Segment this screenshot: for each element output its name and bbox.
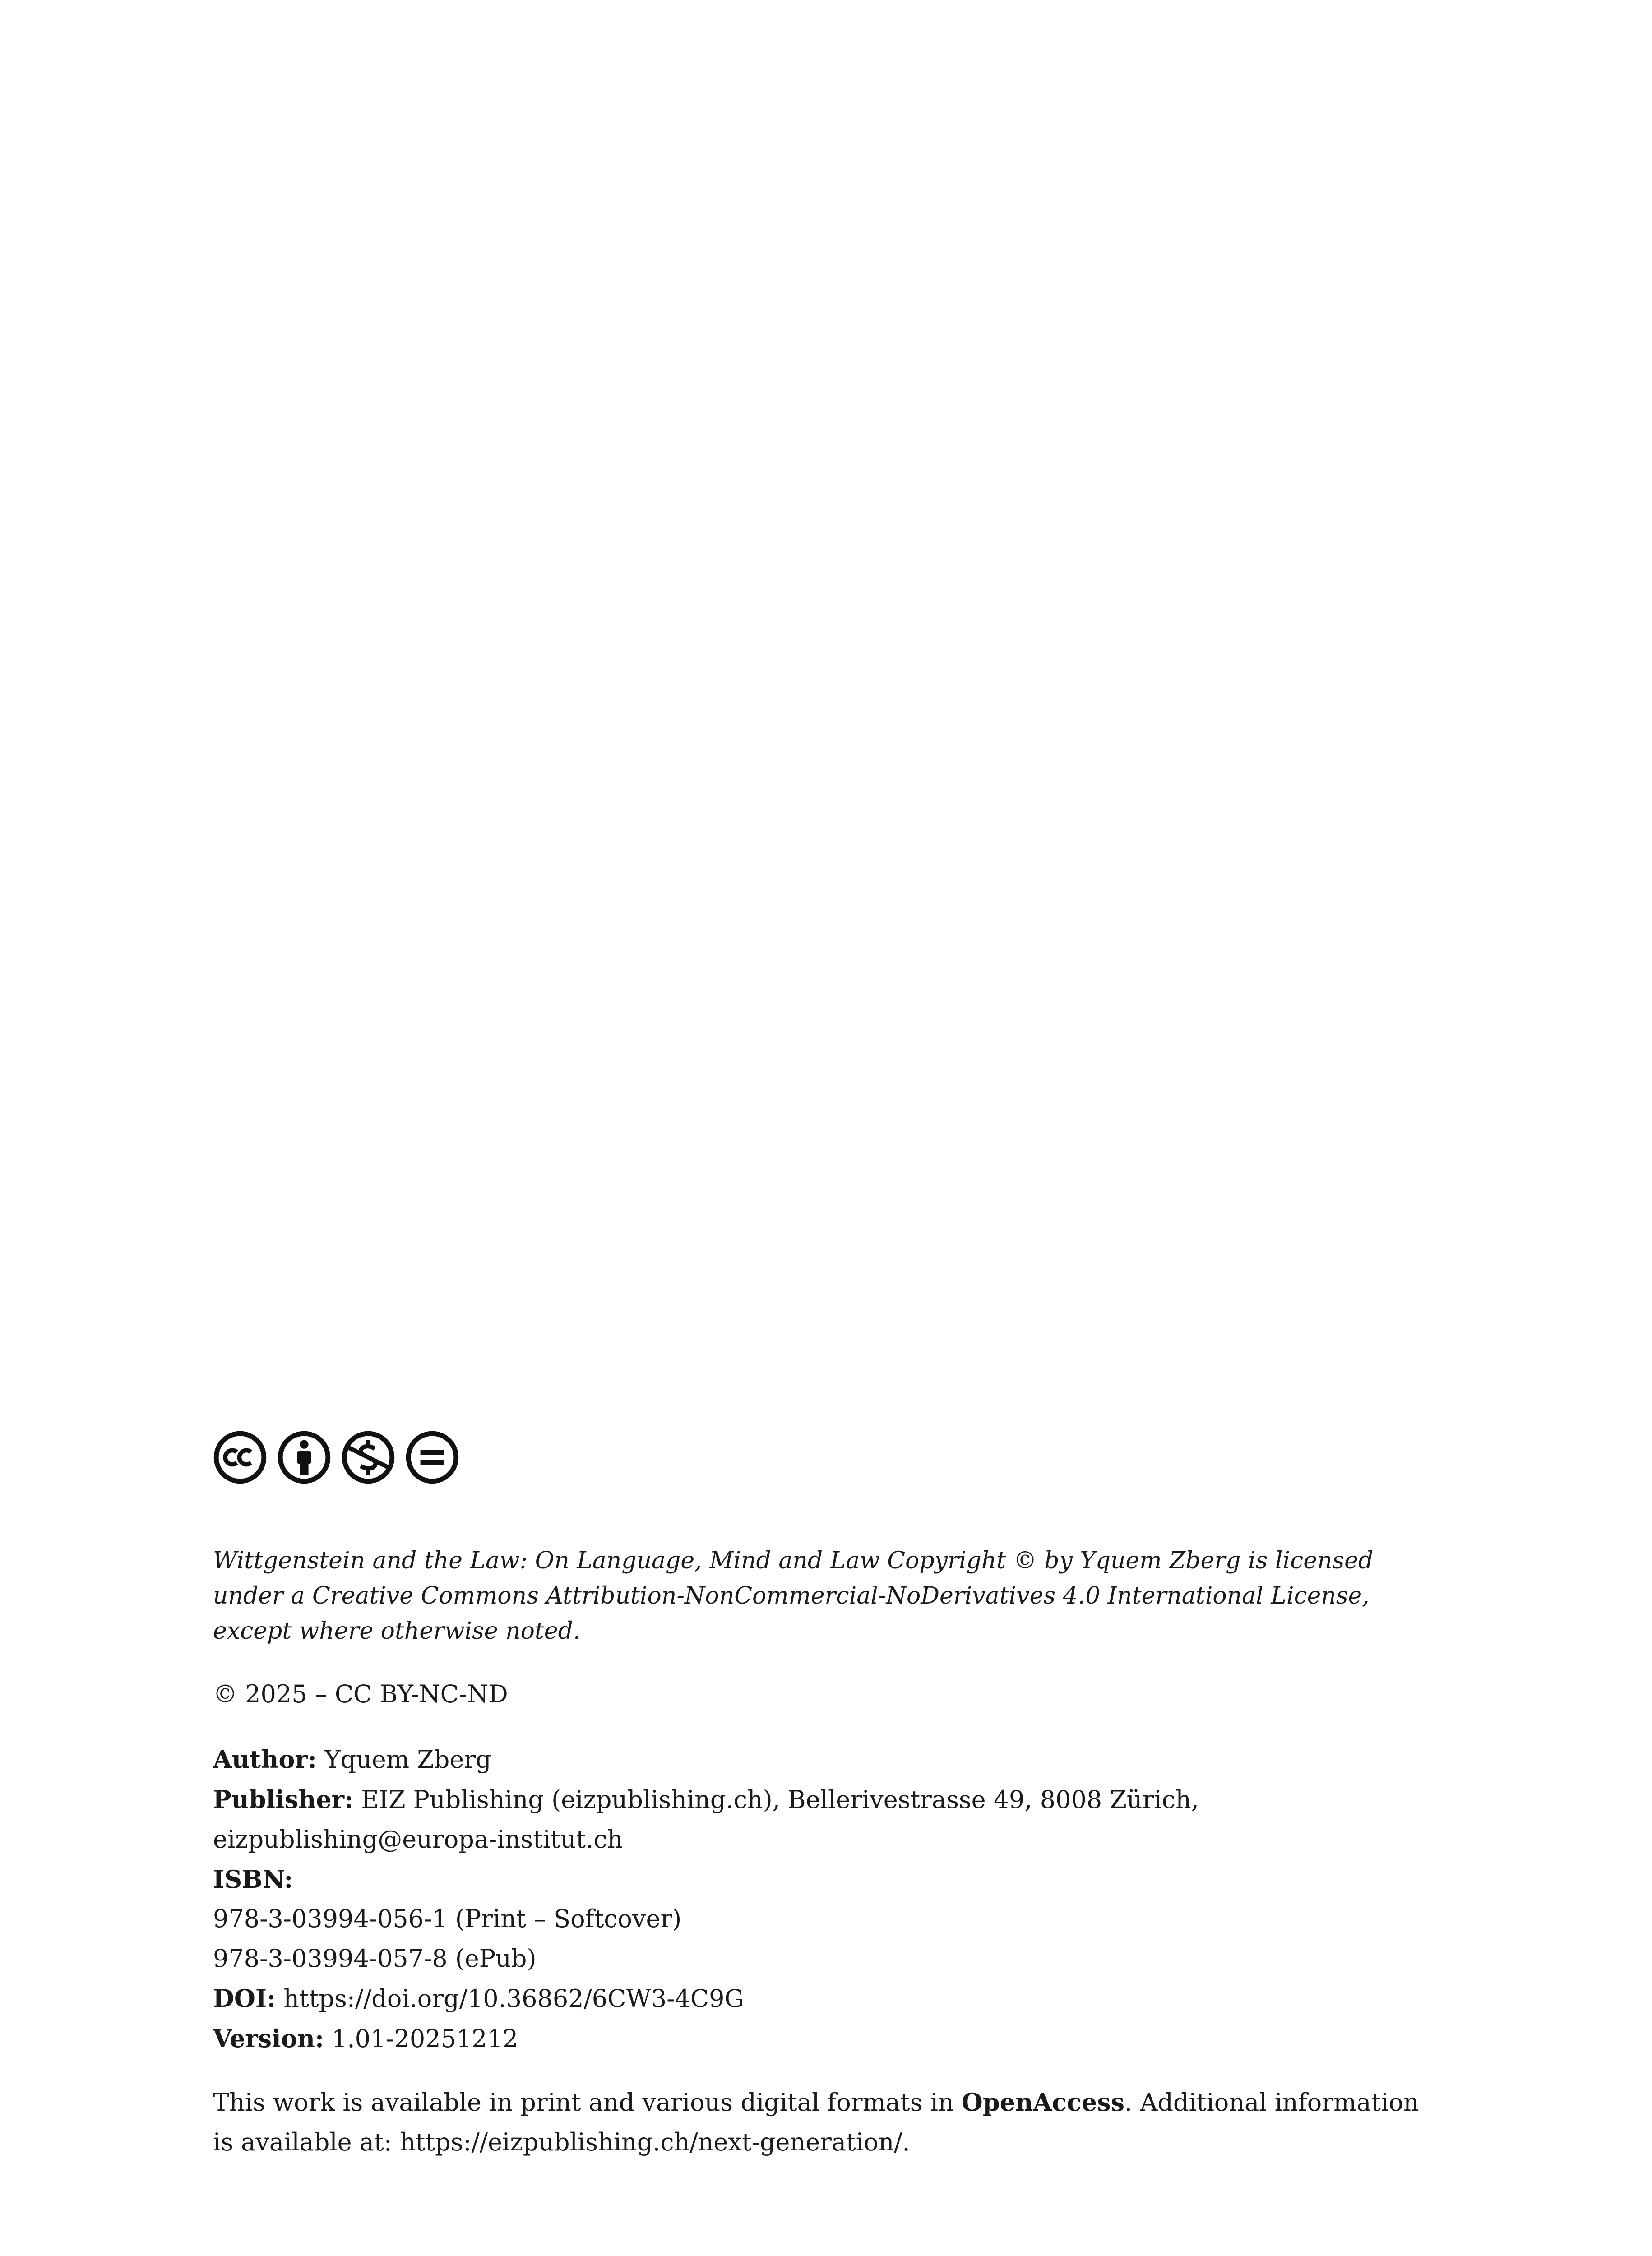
publisher-row	[213, 1780, 1440, 1820]
license-statement	[213, 1543, 1440, 1649]
version-value: 1.01-20251212	[332, 2025, 518, 2053]
doi-value: https://doi.org/10.36862/6CW3-4C9G	[283, 1984, 744, 2013]
availability-note	[213, 2082, 1440, 2162]
author-label: Author:	[213, 1745, 317, 1774]
isbn-label: ISBN:	[213, 1865, 293, 1894]
doi-row	[213, 1979, 1440, 2019]
availability-text-before: This work is available in print and various digital formats in	[213, 2088, 962, 2117]
cc-icon	[213, 1430, 267, 1484]
license-text: Wittgenstein and the Law: On Language, Mind and Law Copyright © by Yquem Zberg is licensed under a Creative Commons Attribution-NonCommercial-NoDerivatives 4.0 International License, except where otherwise noted.	[213, 1547, 1374, 1645]
noncommercial-nc-icon	[341, 1430, 395, 1484]
isbn-epub: 978-3-03994-057-8 (ePub)	[213, 1944, 537, 1973]
cc-license-badges	[213, 1430, 459, 1484]
copyright-text: © 2025 – CC BY-NC-ND	[213, 1680, 508, 1708]
availability-text-after: . Additional information is available at: https://eizpublishing.ch/next-generation/.	[213, 2088, 1419, 2156]
author-value: Yquem Zberg	[324, 1745, 491, 1774]
bibliographic-metadata	[213, 1739, 1440, 2059]
publisher-label: Publisher:	[213, 1785, 354, 1814]
openaccess-label: OpenAccess	[961, 2088, 1125, 2117]
publisher-value: EIZ Publishing (eizpublishing.ch), Bellerivestrasse 49, 8008 Zürich,	[361, 1785, 1199, 1814]
noderivatives-nd-icon	[405, 1430, 459, 1484]
copyright-line	[213, 1676, 1440, 1712]
author-row	[213, 1739, 1440, 1780]
doi-label: DOI:	[213, 1984, 276, 2013]
isbn-print: 978-3-03994-056-1 (Print – Softcover)	[213, 1905, 682, 1933]
attribution-by-icon	[277, 1430, 331, 1484]
version-row	[213, 2019, 1440, 2059]
version-label: Version:	[213, 2024, 324, 2053]
publisher-email: eizpublishing@europa-institut.ch	[213, 1825, 623, 1854]
